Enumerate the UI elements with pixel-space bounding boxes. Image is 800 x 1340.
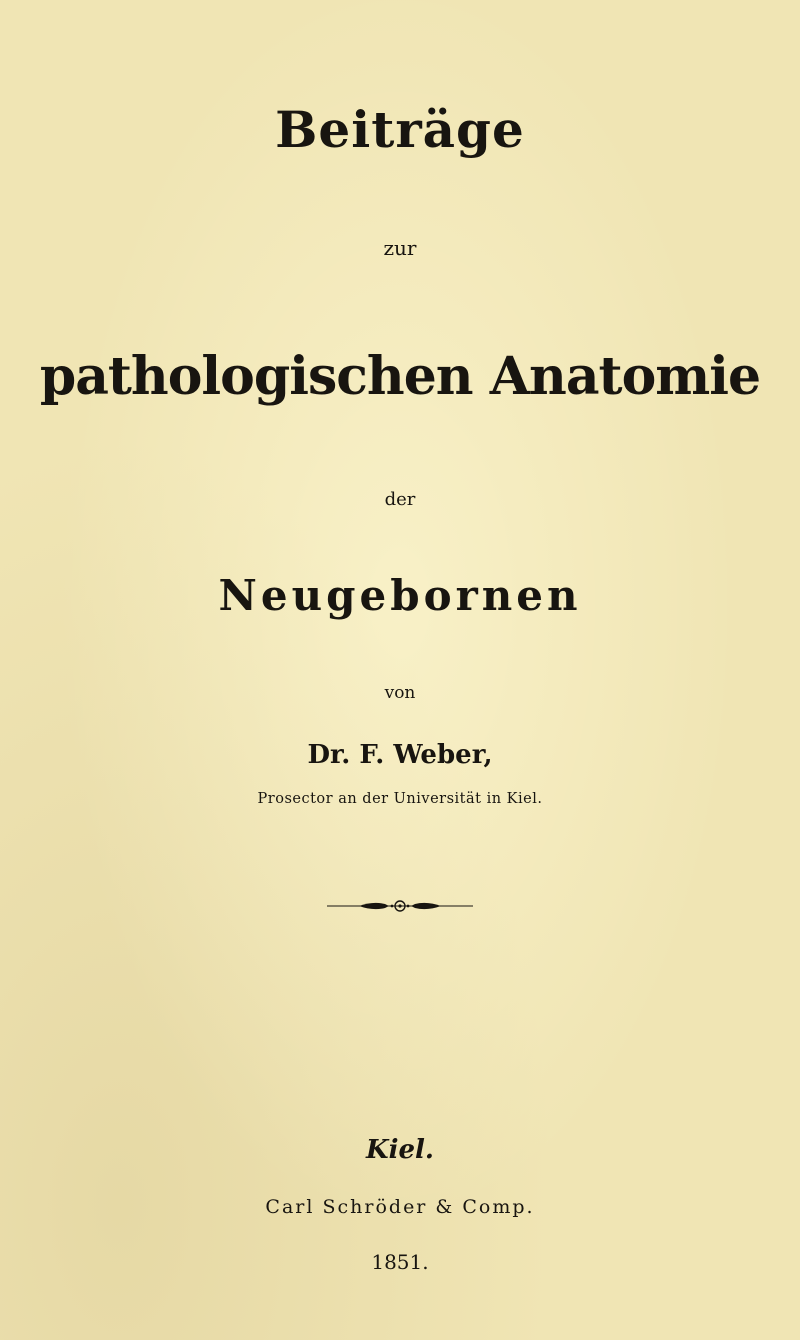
preposition-von: von [384, 683, 416, 703]
publication-year: 1851. [371, 1250, 429, 1274]
book-title: Beiträge [275, 100, 525, 159]
book-subtitle: pathologischen Anatomie [39, 346, 761, 407]
preposition-zur: zur [383, 236, 417, 260]
publication-city: Kiel. [366, 1135, 434, 1165]
book-subject: Neugebornen [218, 571, 582, 620]
article-der: der [384, 489, 416, 510]
decorative-rule-ornament-icon [327, 898, 473, 914]
publisher-name: Carl Schröder & Comp. [265, 1196, 535, 1218]
author-affiliation: Prosector an der Universität in Kiel. [257, 791, 543, 807]
author-name: Dr. F. Weber, [307, 740, 493, 770]
